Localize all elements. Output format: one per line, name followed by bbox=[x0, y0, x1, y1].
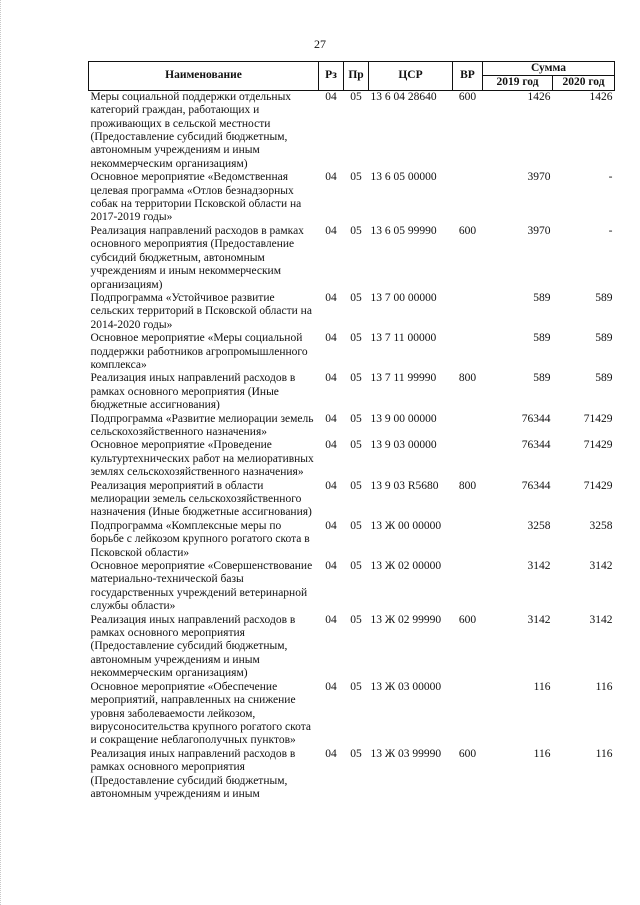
row-sum-2020: 116 bbox=[595, 680, 613, 693]
row-pr: 05 bbox=[350, 412, 362, 425]
row-pr: 05 bbox=[350, 747, 362, 760]
row-vr bbox=[453, 520, 483, 560]
row-rz: 04 bbox=[325, 291, 337, 304]
row-vr: 800 bbox=[458, 479, 477, 492]
row-name: Подпрограмма «Устойчивое развитие сельских территорий в Псковской области на 2014-2020 годы» bbox=[90, 291, 312, 331]
row-rz: 04 bbox=[325, 747, 337, 760]
row-pr: 05 bbox=[350, 291, 362, 304]
row-pr: 05 bbox=[350, 613, 362, 626]
scan-edge bbox=[0, 0, 3, 905]
row-name: Основное мероприятие «Обеспечение мероприятий, направленных на снижение уровня заболеваемости лейкозом, вирусоносительства крупного рогатого скота и сокращение неблагополучных пунктов» bbox=[90, 680, 311, 747]
table-row bbox=[89, 332, 615, 372]
row-pr: 05 bbox=[350, 519, 362, 532]
row-name: Реализация иных направлений расходов в рамках основного мероприятия (Предоставление субсидий бюджетным, автономным учреждениям и иным bbox=[90, 747, 296, 800]
row-vr bbox=[453, 292, 483, 332]
budget-table bbox=[88, 61, 615, 801]
row-sum-2019: 3142 bbox=[527, 613, 551, 626]
row-name: Основное мероприятие «Меры социальной поддержки работников агропромышленного комплекса» bbox=[90, 332, 308, 371]
row-sum-2020: 589 bbox=[595, 332, 613, 345]
table-row bbox=[89, 614, 615, 681]
row-rz: 04 bbox=[325, 90, 337, 103]
row-sum-2020: 3142 bbox=[589, 560, 613, 573]
row-name: Реализация иных направлений расходов в рамках основного мероприятия (Предоставление субсидий бюджетным, автономным учреждениям и иным некоммерческим организациям) bbox=[90, 613, 296, 680]
row-vr bbox=[453, 560, 483, 614]
row-sum-2020: 71429 bbox=[583, 479, 613, 492]
row-csr: 13 7 00 00000 bbox=[370, 291, 437, 304]
header-rz: Рз bbox=[319, 62, 344, 91]
row-vr: 800 bbox=[458, 372, 477, 385]
row-sum-2020: 71429 bbox=[583, 439, 613, 452]
row-csr: 13 Ж 00 00000 bbox=[370, 519, 442, 532]
row-name: Реализация иных направлений расходов в рамках основного мероприятия (Иные бюджетные ассигнования) bbox=[90, 372, 296, 412]
row-name: Подпрограмма «Развитие мелиорации земель сельскохозяйственного назначения» bbox=[90, 412, 314, 438]
row-pr: 05 bbox=[350, 171, 362, 184]
row-vr bbox=[453, 171, 483, 225]
row-pr: 05 bbox=[350, 372, 362, 385]
row-rz: 04 bbox=[325, 613, 337, 626]
table-row bbox=[89, 90, 615, 171]
row-vr bbox=[453, 439, 483, 479]
table-row bbox=[89, 520, 615, 560]
header-sum: Сумма bbox=[483, 62, 615, 76]
table-row bbox=[89, 372, 615, 412]
table-row bbox=[89, 748, 615, 802]
row-csr: 13 Ж 03 99990 bbox=[370, 747, 442, 760]
table-row bbox=[89, 480, 615, 520]
row-csr: 13 7 11 99990 bbox=[370, 372, 437, 385]
row-csr: 13 9 00 00000 bbox=[370, 412, 437, 425]
page-number: 27 bbox=[314, 37, 326, 51]
row-vr: 600 bbox=[458, 747, 477, 760]
row-sum-2019: 76344 bbox=[521, 412, 551, 425]
row-rz: 04 bbox=[325, 439, 337, 452]
row-csr: 13 9 03 00000 bbox=[370, 439, 437, 452]
row-sum-2020: - bbox=[608, 171, 613, 184]
row-sum-2019: 1426 bbox=[527, 90, 551, 103]
header-name: Наименование bbox=[89, 62, 319, 91]
table-row bbox=[89, 413, 615, 440]
row-sum-2019: 589 bbox=[533, 332, 551, 345]
row-pr: 05 bbox=[350, 90, 362, 103]
row-sum-2019: 589 bbox=[533, 372, 551, 385]
row-sum-2019: 3258 bbox=[527, 519, 551, 532]
row-csr: 13 Ж 02 99990 bbox=[370, 613, 442, 626]
row-name: Основное мероприятие «Проведение культуртехнических работ на мелиоративных землях сельскохозяйственного назначения» bbox=[90, 439, 314, 479]
row-pr: 05 bbox=[350, 224, 362, 237]
row-csr: 13 6 04 28640 bbox=[370, 90, 437, 103]
row-csr: 13 Ж 03 00000 bbox=[370, 680, 442, 693]
row-sum-2019: 76344 bbox=[521, 479, 551, 492]
row-name: Меры социальной поддержки отдельных категорий граждан, работающих и проживающих в сельской местности (Предоставление субсидий бюджетным, автономным учреждениям и иным некоммерческим организациям) bbox=[90, 90, 292, 170]
row-sum-2019: 589 bbox=[533, 291, 551, 304]
row-sum-2020: 1426 bbox=[589, 90, 613, 103]
row-sum-2020: 71429 bbox=[583, 412, 613, 425]
row-csr: 13 7 11 00000 bbox=[370, 332, 437, 345]
table-row bbox=[89, 292, 615, 332]
row-csr: 13 9 03 R5680 bbox=[370, 479, 439, 492]
header-vr: ВР bbox=[453, 62, 483, 91]
row-vr bbox=[453, 413, 483, 440]
row-pr: 05 bbox=[350, 680, 362, 693]
row-csr: 13 Ж 02 00000 bbox=[370, 560, 442, 573]
row-rz: 04 bbox=[325, 224, 337, 237]
row-vr: 600 bbox=[458, 613, 477, 626]
row-pr: 05 bbox=[350, 332, 362, 345]
row-vr: 600 bbox=[458, 224, 477, 237]
header-csr: ЦСР bbox=[369, 62, 453, 91]
row-vr bbox=[453, 332, 483, 372]
row-csr: 13 6 05 99990 bbox=[370, 224, 437, 237]
row-sum-2019: 3970 bbox=[527, 224, 551, 237]
row-sum-2019: 3970 bbox=[527, 171, 551, 184]
row-rz: 04 bbox=[325, 412, 337, 425]
row-sum-2020: 589 bbox=[595, 372, 613, 385]
row-sum-2020: 3142 bbox=[589, 613, 613, 626]
row-name: Подпрограмма «Комплексные меры по борьбе с лейкозом крупного рогатого скота в Псковской области» bbox=[90, 519, 310, 559]
row-vr bbox=[453, 681, 483, 748]
row-sum-2020: 116 bbox=[595, 747, 613, 760]
row-rz: 04 bbox=[325, 560, 337, 573]
row-sum-2019: 116 bbox=[533, 680, 551, 693]
row-rz: 04 bbox=[325, 171, 337, 184]
row-pr: 05 bbox=[350, 439, 362, 452]
row-name: Основное мероприятие «Совершенствование материально-технической базы государственных учреждений ветеринарной службы области» bbox=[90, 560, 313, 613]
table-body bbox=[89, 90, 615, 801]
row-name: Реализация мероприятий в области мелиорации земель сельскохозяйственного назначения (Иные бюджетные ассигнования) bbox=[90, 479, 312, 519]
row-pr: 05 bbox=[350, 560, 362, 573]
row-sum-2019: 116 bbox=[533, 747, 551, 760]
header-pr: Пр bbox=[344, 62, 369, 91]
table-row bbox=[89, 439, 615, 479]
row-rz: 04 bbox=[325, 680, 337, 693]
row-sum-2020: - bbox=[608, 224, 613, 237]
row-name: Основное мероприятие «Ведомственная целевая программа «Отлов безнадзорных собак на территории Псковской области на 2017-2019 годы» bbox=[90, 171, 302, 224]
row-sum-2020: 3258 bbox=[589, 519, 613, 532]
row-csr: 13 6 05 00000 bbox=[370, 171, 437, 184]
header-year-2020: 2020 год bbox=[553, 76, 615, 90]
row-sum-2019: 3142 bbox=[527, 560, 551, 573]
row-vr: 600 bbox=[458, 90, 477, 103]
header-year-2019: 2019 год bbox=[483, 76, 553, 90]
table-row bbox=[89, 560, 615, 614]
table-row bbox=[89, 225, 615, 292]
row-sum-2020: 589 bbox=[595, 291, 613, 304]
row-rz: 04 bbox=[325, 372, 337, 385]
table-header bbox=[89, 62, 615, 91]
row-rz: 04 bbox=[325, 519, 337, 532]
row-pr: 05 bbox=[350, 479, 362, 492]
row-rz: 04 bbox=[325, 479, 337, 492]
table-row bbox=[89, 171, 615, 225]
table-row bbox=[89, 681, 615, 748]
row-rz: 04 bbox=[325, 332, 337, 345]
row-name: Реализация направлений расходов в рамках основного мероприятия (Предоставление субсидий бюджетным, автономным учреждениям и иным некоммерческим организациям) bbox=[90, 224, 304, 291]
row-sum-2019: 76344 bbox=[521, 439, 551, 452]
